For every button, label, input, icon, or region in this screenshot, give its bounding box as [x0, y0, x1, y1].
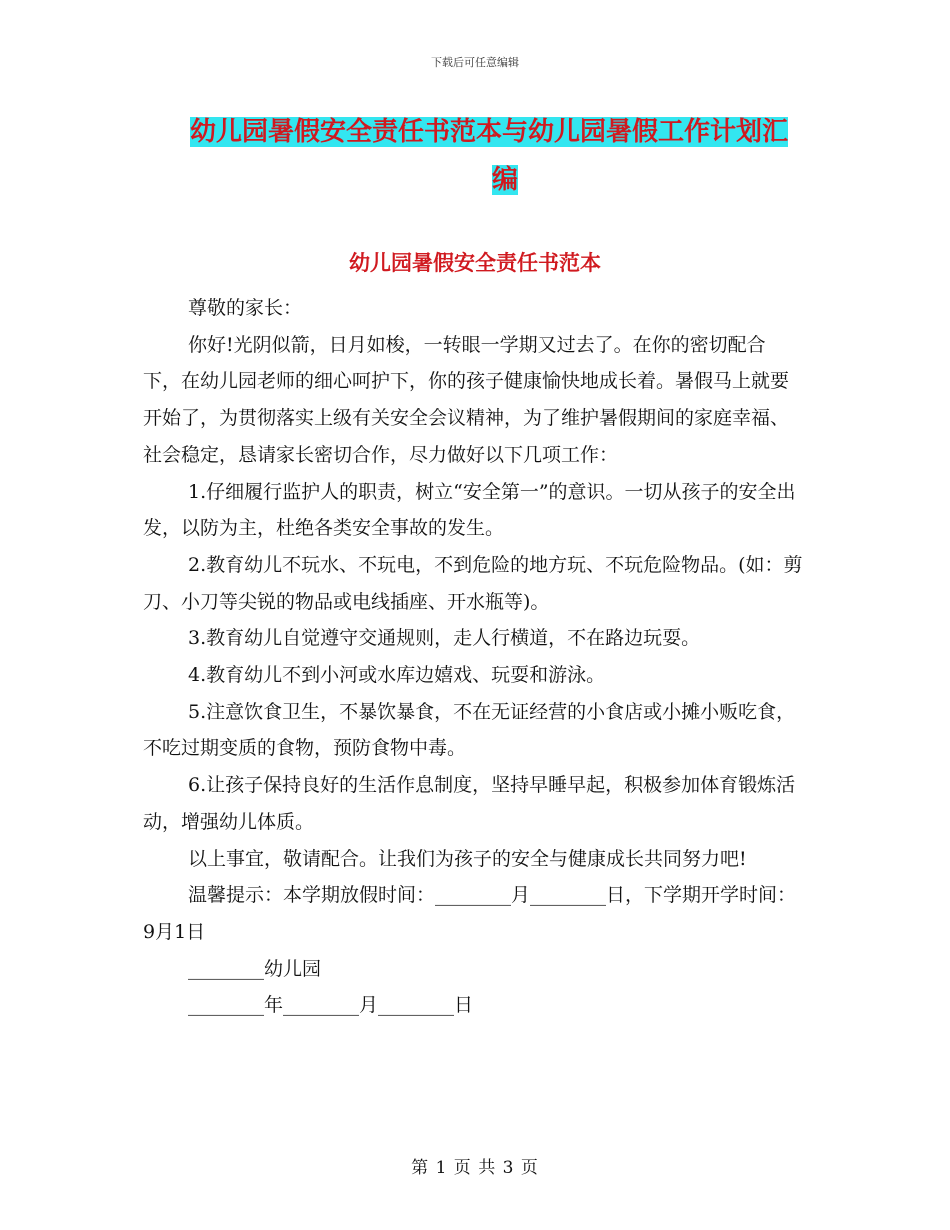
item-6: 6.让孩子保持良好的生活作息制度，坚持早睡早起，积极参加体育锻炼活动，增强幼儿体质。 — [143, 774, 796, 833]
reminder-paragraph: 温馨提示：本学期放假时间：________月________日，下学期开学时间：9月1日 — [143, 884, 797, 943]
signature-date: ________年________月________日 — [188, 994, 474, 1017]
salutation: 尊敬的家长： — [188, 297, 303, 319]
document-body — [143, 290, 803, 1024]
signature-kindergarten: ________幼儿园 — [188, 957, 322, 980]
document-title-line1: 幼儿园暑假安全责任书范本与幼儿园暑假工作计划汇 — [190, 117, 789, 147]
item-2: 2.教育幼儿不玩水、不玩电，不到危险的地方玩、不玩危险物品。(如：剪刀、小刀等尖锐的物品或电线插座、开水瓶等)。 — [143, 553, 803, 613]
item-5: 5.注意饮食卫生，不暴饮暴食，不在无证经营的小食店或小摊小贩吃食，不吃过期变质的食物，预防食物中毒。 — [143, 700, 796, 760]
item-4: 4.教育幼儿不到小河或水库边嬉戏、玩耍和游泳。 — [188, 664, 606, 687]
document-title — [190, 108, 805, 204]
section-title: 幼儿园暑假安全责任书范本 — [349, 251, 601, 275]
document-title-line2: 编 — [491, 165, 518, 195]
item-3: 3.教育幼儿自觉遵守交通规则，走人行横道，不在路边玩耍。 — [188, 627, 701, 650]
header-note: 下载后可任意编辑 — [431, 56, 519, 69]
intro-paragraph: 你好!光阴似箭，日月如梭，一转眼一学期又过去了。在你的密切配合下，在幼儿园老师的细心呵护下，你的孩子健康愉快地成长着。暑假马上就要开始了，为贯彻落实上级有关安全会议精神，为了维护暑假期间的家庭幸福、社会稳定，恳请家长密切合作，尽力做好以下几项工作： — [143, 333, 790, 466]
closing-paragraph: 以上事宜，敬请配合。让我们为孩子的安全与健康成长共同努力吧! — [188, 847, 747, 870]
page-footer: 第 1 页 共 3 页 — [411, 1158, 539, 1178]
item-1: 1.仔细履行监护人的职责，树立“安全第一”的意识。一切从孩子的安全出发，以防为主，杜绝各类安全事故的发生。 — [143, 480, 796, 540]
